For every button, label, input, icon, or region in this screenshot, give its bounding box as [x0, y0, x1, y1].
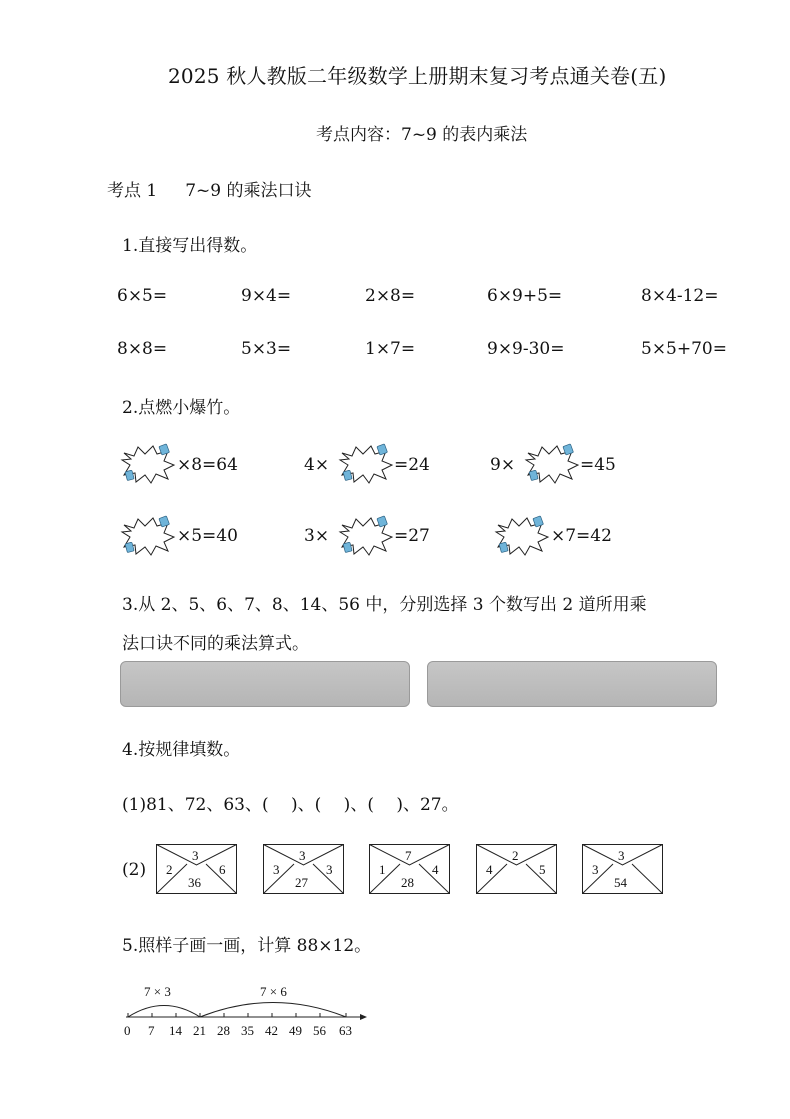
page-subtitle: 考点内容：7~9 的表内乘法 [316, 125, 528, 145]
q2-expression: =24 [394, 455, 430, 475]
q1-item: 2×8= [365, 286, 416, 306]
tick-label: 56 [313, 1023, 326, 1038]
envelope-bottom-number: 27 [295, 875, 308, 890]
q1-item: 9×4= [241, 286, 292, 306]
tick-label: 28 [217, 1023, 230, 1038]
section-heading [107, 176, 312, 201]
envelope-left-number: 3 [592, 862, 599, 877]
envelope-bottom-number: 54 [614, 875, 627, 890]
question-3-line-2: 法口诀不同的乘法算式。 [122, 634, 309, 654]
q1-item: 6×5= [117, 286, 168, 306]
section-topic: 7~9 的乘法口诀 [185, 181, 312, 201]
arc-label: 7 × 6 [260, 984, 287, 999]
envelope-left-number: 4 [486, 862, 493, 877]
tick-label: 14 [169, 1023, 182, 1038]
q2-expression: 3× [304, 526, 330, 546]
envelope-right-number: 3 [326, 862, 333, 877]
envelope [156, 844, 237, 894]
tick-label: 35 [241, 1023, 254, 1038]
firecracker-icon [524, 443, 580, 485]
tick-label: 0 [124, 1023, 131, 1038]
envelope-left-number: 1 [379, 862, 386, 877]
q1-item: 5×3= [241, 339, 292, 359]
page-title: 2025 秋人教版二年级数学上册期末复习考点通关卷(五) [168, 64, 667, 88]
firecracker-icon [338, 443, 394, 485]
q2-expression: 4× [304, 455, 330, 475]
q2-expression: =45 [580, 455, 616, 475]
section-label: 考点 1 [107, 181, 158, 201]
envelope-right-number: 5 [539, 862, 546, 877]
firecracker-icon [338, 515, 394, 557]
envelope [263, 844, 344, 894]
q1-item: 8×4-12= [641, 286, 719, 306]
question-4-sub-2-label: (2) [122, 860, 147, 880]
envelope-top-number: 3 [299, 848, 306, 863]
question-3-line-1: 3.从 2、5、6、7、8、14、56 中，分别选择 3 个数写出 2 道所用乘 [122, 595, 647, 615]
q1-item: 6×9+5= [487, 286, 563, 306]
tick-label: 49 [289, 1023, 302, 1038]
tick-label: 63 [339, 1023, 352, 1038]
firecracker-icon [494, 515, 550, 557]
envelope-left-number: 3 [273, 862, 280, 877]
firecracker-icon [120, 443, 176, 485]
envelope [476, 844, 557, 894]
tick-label: 21 [193, 1023, 206, 1038]
envelope [582, 844, 663, 894]
arc-label: 7 × 3 [144, 984, 171, 999]
envelope-right-number: 4 [432, 862, 439, 877]
envelope-right-number: 6 [219, 862, 226, 877]
q2-expression: 9× [490, 455, 516, 475]
q1-item: 1×7= [365, 339, 416, 359]
envelope-top-number: 2 [512, 848, 519, 863]
envelope-top-number: 3 [618, 848, 625, 863]
tick-label: 42 [265, 1023, 278, 1038]
firecracker-icon [120, 515, 176, 557]
envelope-top-number: 7 [405, 848, 412, 863]
q2-expression: ×5=40 [177, 526, 238, 546]
question-5-prompt: 5.照样子画一画，计算 88×12。 [122, 936, 372, 956]
envelope-bottom-number: 36 [188, 875, 201, 890]
answer-box-1[interactable] [120, 661, 410, 707]
envelope-bottom-number: 28 [401, 875, 414, 890]
q2-expression: ×8=64 [177, 455, 238, 475]
q1-item: 9×9-30= [487, 339, 565, 359]
envelope-top-number: 3 [192, 848, 199, 863]
q2-expression: ×7=42 [551, 526, 612, 546]
question-2-prompt: 2.点燃小爆竹。 [122, 398, 241, 418]
q1-item: 5×5+70= [641, 339, 727, 359]
answer-box-2[interactable] [427, 661, 717, 707]
tick-label: 7 [148, 1023, 155, 1038]
envelope [369, 844, 450, 894]
question-1-prompt: 1.直接写出得数。 [122, 236, 258, 256]
envelope-left-number: 2 [166, 862, 173, 877]
question-4-prompt: 4.按规律填数。 [122, 740, 241, 760]
q2-expression: =27 [394, 526, 430, 546]
q1-item: 8×8= [117, 339, 168, 359]
question-4-sub-1: (1)81、72、63、( )、( )、( )、27。 [122, 795, 459, 815]
number-line [118, 980, 378, 1040]
